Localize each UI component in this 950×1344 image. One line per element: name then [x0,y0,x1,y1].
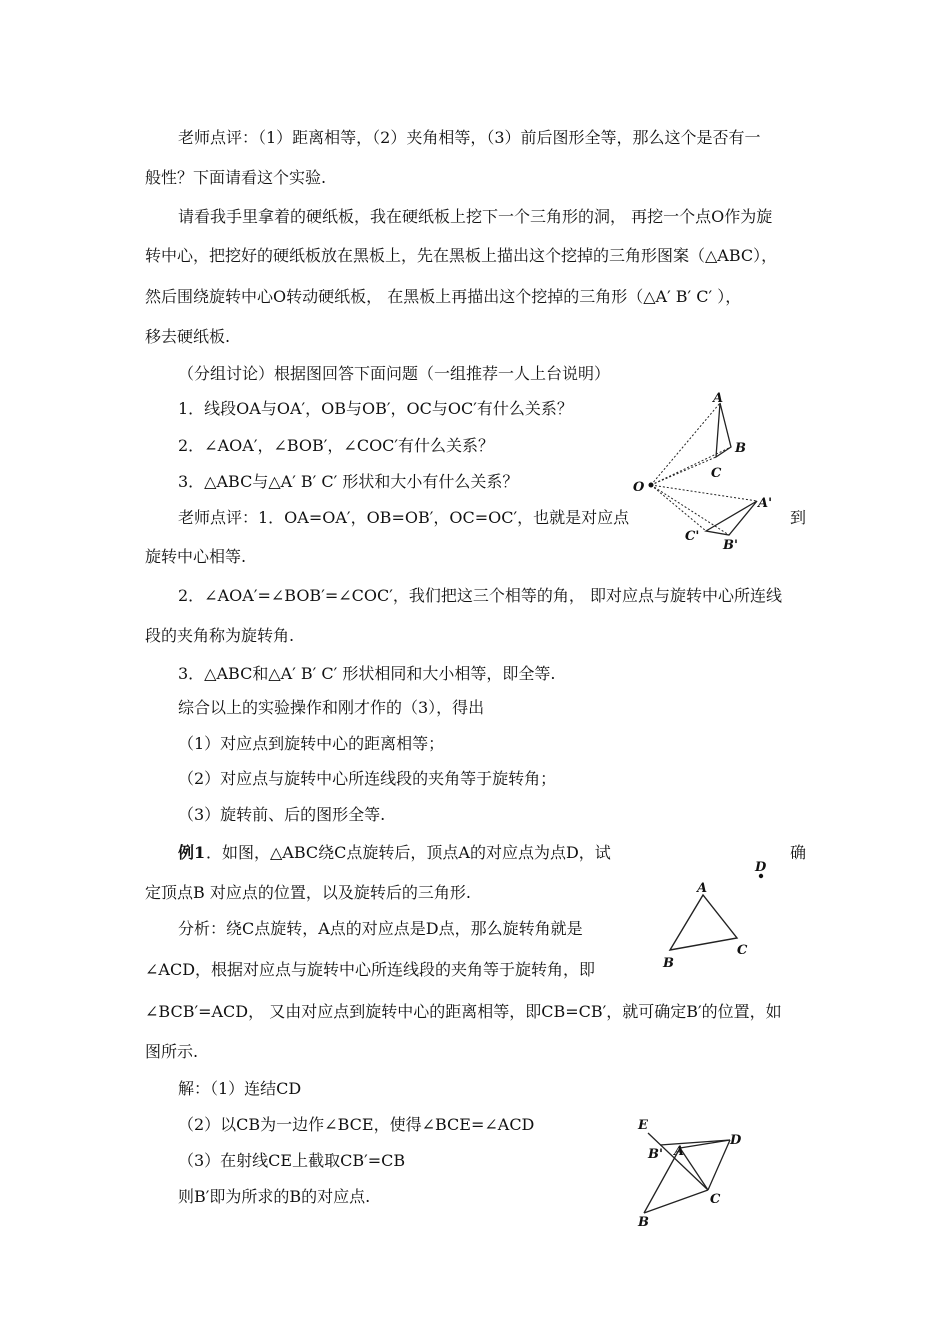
segment-d-c [708,1140,730,1190]
label-a: A [697,881,708,896]
label-c: C [710,1192,721,1207]
solution-step-3: （3）在射线CE上截取CB′=CB [178,1151,406,1170]
solution-label: 解：（1）连结CD [178,1079,302,1098]
label-b-prime: B' [648,1147,663,1162]
conclusion-3: （3）旋转前、后的图形全等. [178,805,386,824]
text-line: 移去硬纸板. [145,327,231,346]
label-c: C [737,943,748,958]
segment-b-prime-d [660,1140,730,1145]
label-d: D [755,860,767,875]
label-o: O [633,480,645,495]
text-line: 段的夹角称为旋转角. [145,626,295,645]
text-line: （分组讨论）根据图回答下面问题（一组推荐一人上台说明） [178,364,611,383]
label-d: D [730,1133,742,1148]
question-2: 2．∠AOA′，∠BOB′，∠COC′有什么关系？ [178,436,495,455]
question-3: 3．△ABC与△A′ B′ C′ 形状和大小有什么关系？ [178,472,519,491]
label-c-prime: C' [685,529,700,544]
text-line: 综合以上的实验操作和刚才作的（3），得出 [178,698,485,717]
example-triangle-figure [655,855,775,975]
conclusion-2: （2）对应点与旋转中心所连线段的夹角等于旋转角； [178,769,557,788]
label-a-prime: A' [758,496,773,511]
label-a: A [713,391,724,406]
text-line: 2．∠AOA′=∠BOB′=∠COC′，我们把这三个相等的角， 即对应点与旋转中心所连线 [178,586,782,605]
segment-a-c [680,1148,708,1190]
triangle-abc-prime [706,501,757,535]
conclusion-1: （1）对应点到旋转中心的距离相等； [178,734,445,753]
label-c: C [711,466,722,481]
text-line: ∠BCB′=ACD， 又由对应点到旋转中心的距离相等，即CB=CB′，就可确定B′的位置，如 [145,1002,782,1021]
text-line: 到 [790,508,807,527]
text-line: 然后围绕旋转中心O转动硬纸板， 在黑板上再描出这个挖掉的三角形（△A′ B′ C′ ）， [145,287,742,306]
text-line: 老师点评：（1）距离相等，（2）夹角相等，（3）前后图形全等，那么这个是否有一 [178,128,761,147]
text-line: 定顶点B 对应点的位置，以及旋转后的三角形. [145,883,471,902]
text-line: 3．△ABC和△A′ B′ C′ 形状相同和大小相等，即全等. [178,664,556,683]
label-b-prime: B' [723,538,738,553]
text-line: ∠ACD，根据对应点与旋转中心所连线段的夹角等于旋转角，即 [145,960,596,979]
label-a: A [674,1144,685,1159]
text-line: 旋转中心相等. [145,547,247,566]
example-label: 例1 [178,843,206,862]
solution-step-2: （2）以CB为一边作∠BCE，使得∠BCE=∠ACD [178,1115,535,1134]
text-line: 转中心，把挖好的硬纸板放在黑板上，先在黑板上描出这个挖掉的三角形图案（△ABC）， [145,246,778,265]
text-line: 老师点评：1．OA=OA′，OB=OB′，OC=OC′，也就是对应点 [178,508,630,527]
text-line: 则B′即为所求的B的对应点. [178,1187,371,1206]
segment-b-c [644,1190,708,1213]
text-line: 图所示. [145,1042,199,1061]
triangle-abc [716,403,731,457]
center-point-o [649,483,654,488]
text-line: 确 [790,843,807,862]
text-line: ．如图，△ABC绕C点旋转后，顶点A的对应点为点D，试 [206,843,611,862]
triangle-abc [670,895,737,950]
text-line: 般性？下面请看这个实验. [145,168,327,187]
text-line: 请看我手里拿着的硬纸板，我在硬纸板上挖下一个三角形的洞， 再挖一个点O作为旋 [178,207,773,226]
question-1: 1．线段OA与OA′，OB与OB′，OC与OC′有什么关系？ [178,399,573,418]
label-b: B [663,956,674,971]
solution-figure [630,1115,760,1230]
rotation-figure-o [625,385,785,555]
text-line: 分析：绕C点旋转，A点的对应点是D点，那么旋转角就是 [178,919,583,938]
label-b: B [638,1215,649,1230]
label-b: B [735,441,746,456]
label-e: E [638,1118,648,1133]
dotted-connectors [651,403,757,535]
